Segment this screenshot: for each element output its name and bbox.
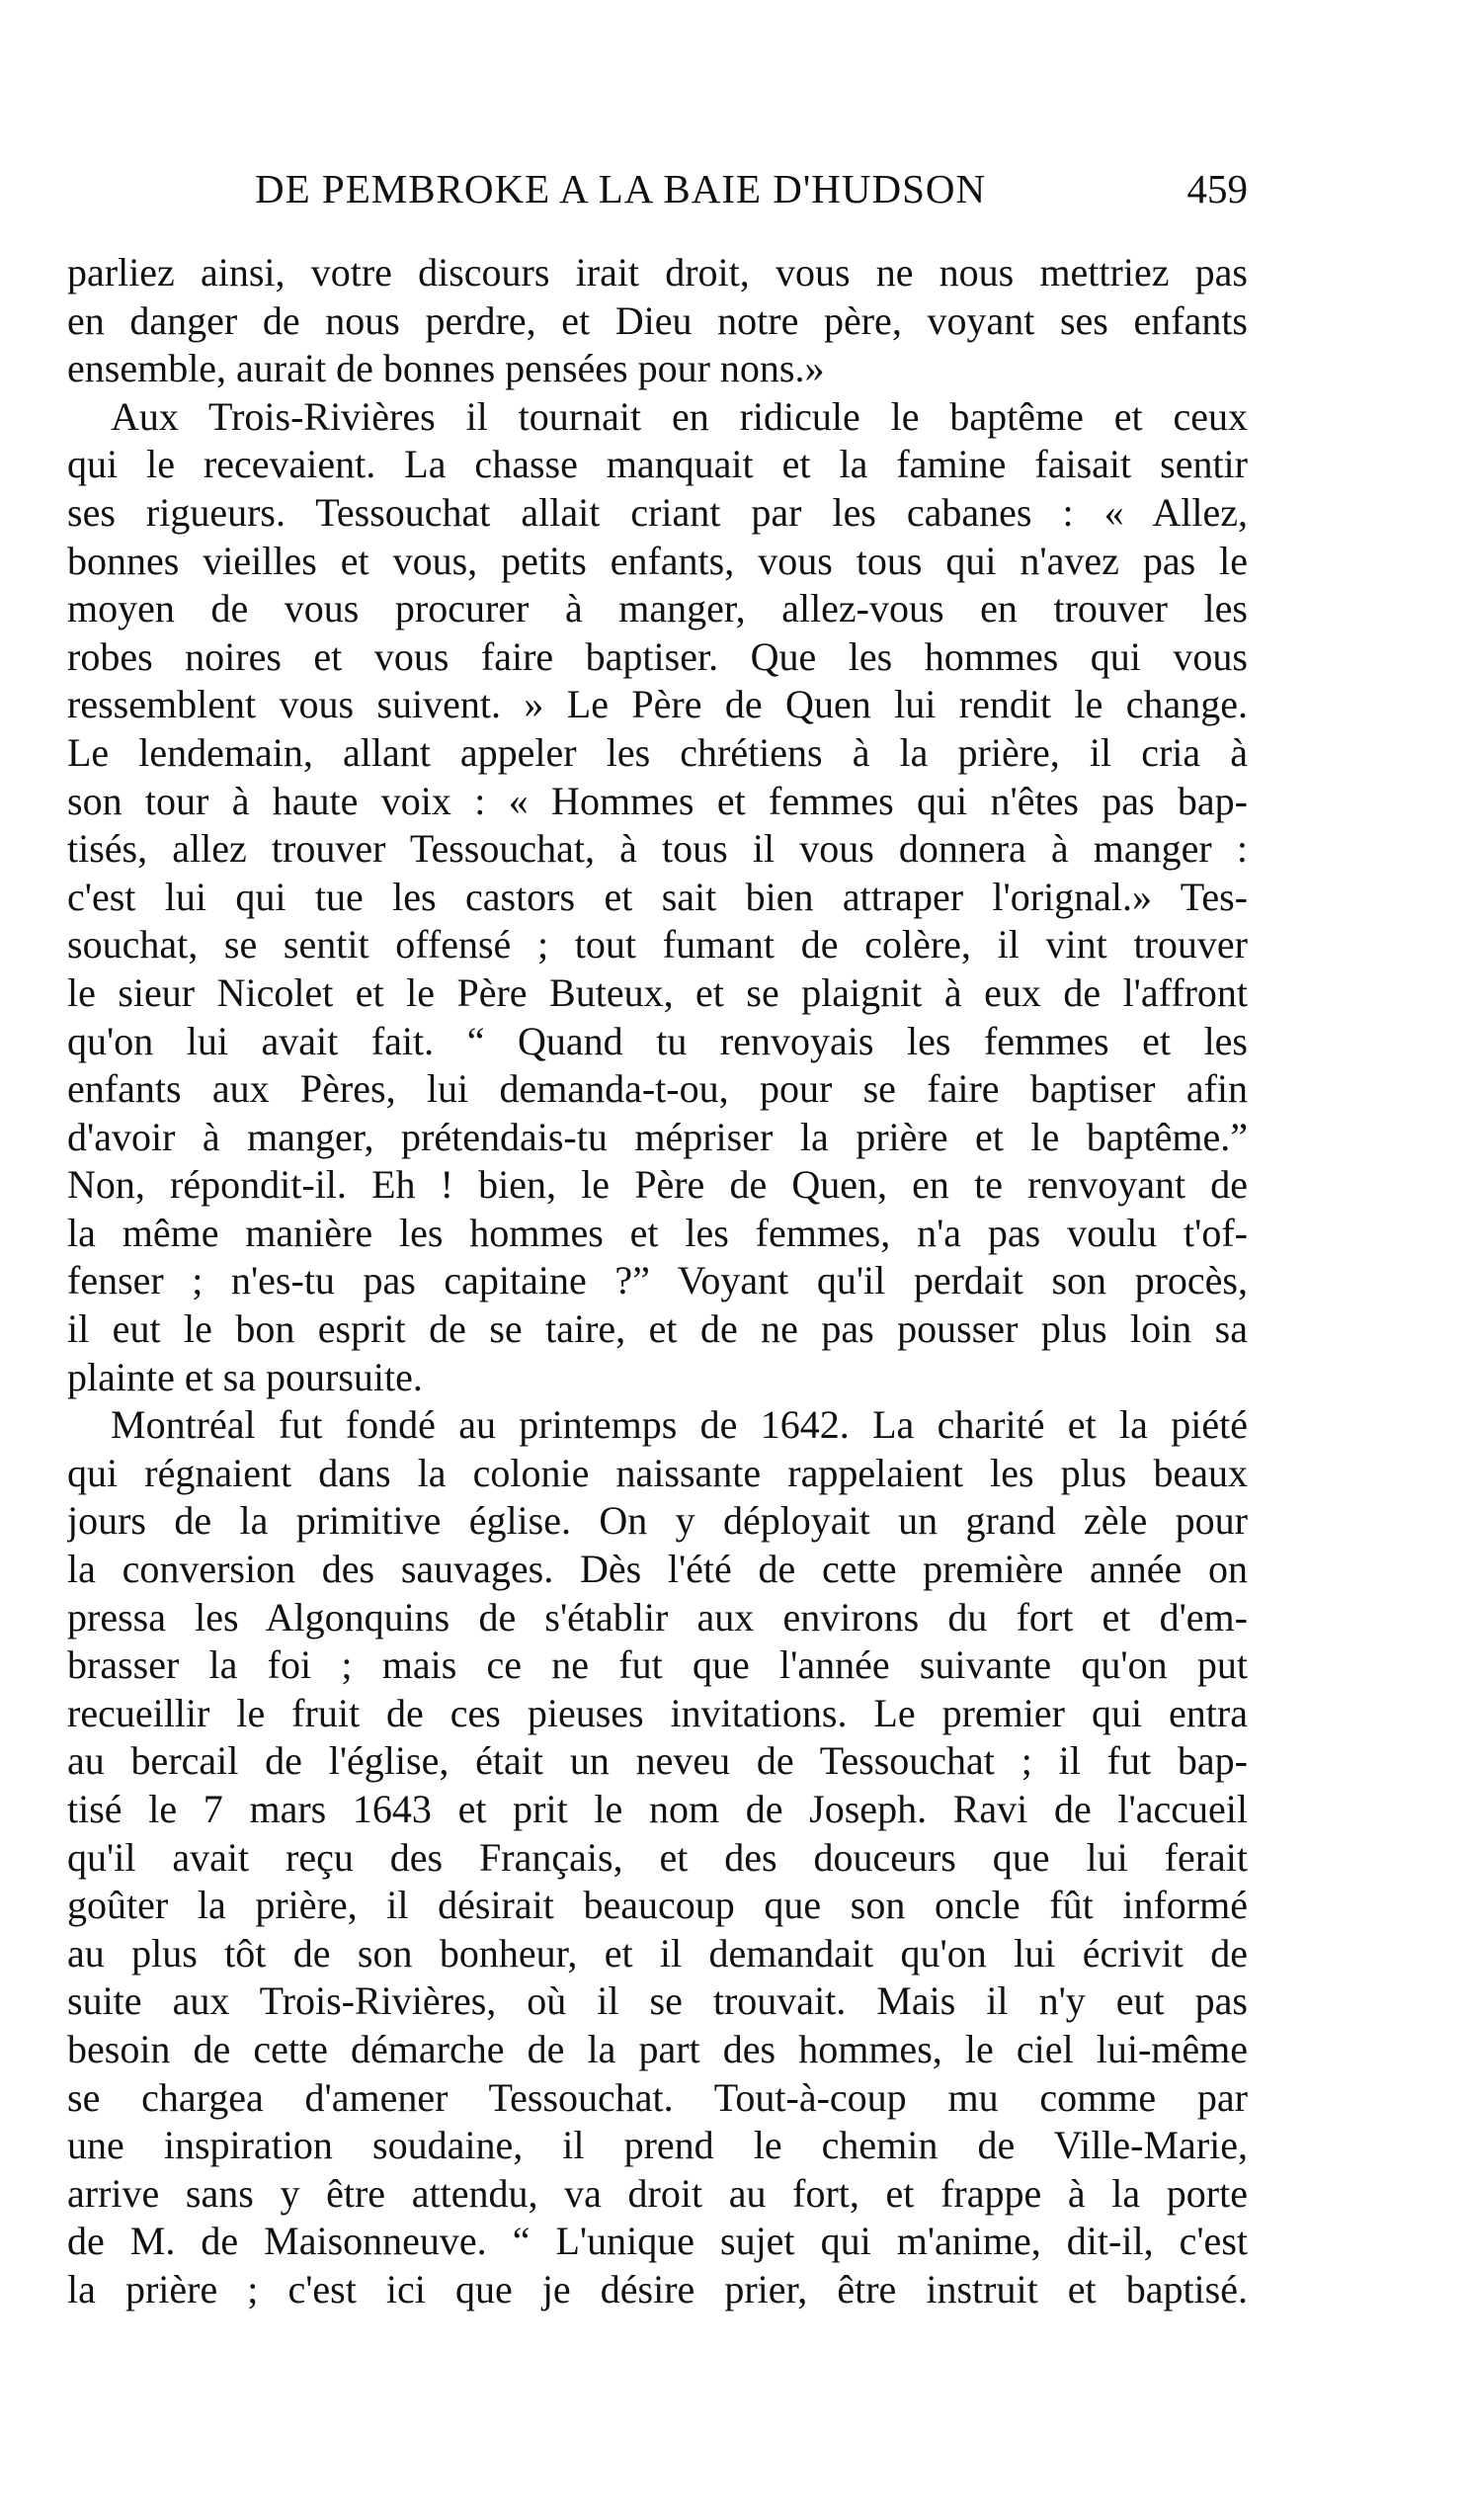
text-line: moyen de vous procurer à manger, allez-vous en trouver les — [67, 586, 1248, 631]
text-line: au plus tôt de son bonheur, et il demandait qu'on lui écrivit de — [67, 1930, 1248, 1975]
text-line: parliez ainsi, votre discours irait droit, vous ne nous mettriez pas — [67, 250, 1248, 294]
text-line: il eut le bon esprit de se taire, et de ne pas pousser plus loin sa — [67, 1306, 1248, 1352]
text-line: pressa les Algonquins de s'établir aux environs du fort et d'em- — [67, 1594, 1248, 1639]
text-line: la même manière les hommes et les femmes, n'a pas voulu t'of- — [67, 1210, 1248, 1255]
text-line: une inspiration soudaine, il prend le chemin de Ville-Marie, — [67, 2123, 1248, 2168]
text-line: besoin de cette démarche de la part des hommes, le ciel lui-même — [67, 2026, 1248, 2071]
text-line: robes noires et vous faire baptiser. Que les hommes qui vous — [67, 633, 1248, 679]
text-line: Montréal fut fondé au printemps de 1642. La charité et la piété — [111, 1402, 1248, 1448]
text-line: arrive sans y être attendu, va droit au fort, et frappe à la porte — [67, 2170, 1248, 2216]
text-line: la prière ; c'est ici que je désire prier, être instruit et baptisé. — [67, 2266, 1248, 2311]
text-line: qu'il avait reçu des Français, et des douceurs que lui ferait — [67, 1834, 1248, 1880]
page-header — [67, 163, 1248, 214]
text-line: goûter la prière, il désirait beaucoup que son oncle fût informé — [67, 1883, 1248, 1928]
text-line: jours de la primitive église. On y déployait un grand zèle pour — [67, 1498, 1248, 1544]
text-line: brasser la foi ; mais ce ne fut que l'année suivante qu'on put — [67, 1642, 1248, 1688]
page-number: 459 — [1186, 166, 1248, 211]
text-line: au bercail de l'église, était un neveu de Tessouchat ; il fut bap- — [67, 1738, 1248, 1784]
body-text — [67, 249, 1248, 2314]
text-line: en danger de nous perdre, et Dieu notre père, voyant ses enfants — [67, 297, 1248, 343]
text-line: le sieur Nicolet et le Père Buteux, et se plaignit à eux de l'affront — [67, 969, 1248, 1015]
text-line: son tour à haute voix : « Hommes et femmes qui n'êtes pas bap- — [67, 778, 1248, 823]
text-line: Aux Trois-Rivières il tournait en ridicule le baptême et ceux — [111, 393, 1248, 439]
text-line: bonnes vieilles et vous, petits enfants, vous tous qui n'avez pas le — [67, 538, 1248, 583]
text-line: enfants aux Pères, lui demanda-t-ou, pour se faire baptiser afin — [67, 1066, 1248, 1112]
text-line: Non, répondit-il. Eh ! bien, le Père de Quen, en te renvoyant de — [67, 1162, 1248, 1208]
text-line: d'avoir à manger, prétendais-tu mépriser la prière et le baptême.” — [67, 1114, 1248, 1159]
text-line: c'est lui qui tue les castors et sait bien attraper l'orignal.» Tes- — [67, 874, 1248, 919]
text-line: de M. de Maisonneuve. “ L'unique sujet qui m'anime, dit-il, c'est — [67, 2219, 1248, 2264]
text-line: souchat, se sentit offensé ; tout fumant de colère, il vint trouver — [67, 922, 1248, 967]
text-line: Le lendemain, allant appeler les chrétiens à la prière, il cria à — [67, 729, 1248, 775]
text-line: plainte et sa poursuite. — [67, 1354, 423, 1399]
text-line: recueillir le fruit de ces pieuses invitations. Le premier qui entra — [67, 1690, 1248, 1735]
text-line: la conversion des sauvages. Dès l'été de cette première année on — [67, 1547, 1248, 1592]
text-line: tisé le 7 mars 1643 et prit le nom de Joseph. Ravi de l'accueil — [67, 1787, 1248, 1831]
text-line: ensemble, aurait de bonnes pensées pour nons.» — [67, 346, 825, 391]
text-line: qui le recevaient. La chasse manquait et la famine faisait sentir — [67, 442, 1248, 487]
text-line: ses rigueurs. Tessouchat allait criant par les cabanes : « Allez, — [67, 489, 1248, 535]
running-title: DE PEMBROKE A LA BAIE D'HUDSON — [255, 166, 987, 211]
text-line: ressemblent vous suivent. » Le Père de Quen lui rendit le change. — [67, 682, 1248, 727]
text-line: fenser ; n'es-tu pas capitaine ?” Voyant qu'il perdait son procès, — [67, 1258, 1248, 1303]
text-line: qu'on lui avait fait. “ Quand tu renvoyais les femmes et les — [67, 1018, 1248, 1063]
text-line: se chargea d'amener Tessouchat. Tout-à-coup mu comme par — [67, 2074, 1248, 2120]
text-line: qui régnaient dans la colonie naissante rappelaient les plus beaux — [67, 1450, 1248, 1495]
text-line: suite aux Trois-Rivières, où il se trouvait. Mais il n'y eut pas — [67, 1978, 1248, 2024]
text-line: tisés, allez trouver Tessouchat, à tous il vous donnera à manger : — [67, 826, 1248, 872]
